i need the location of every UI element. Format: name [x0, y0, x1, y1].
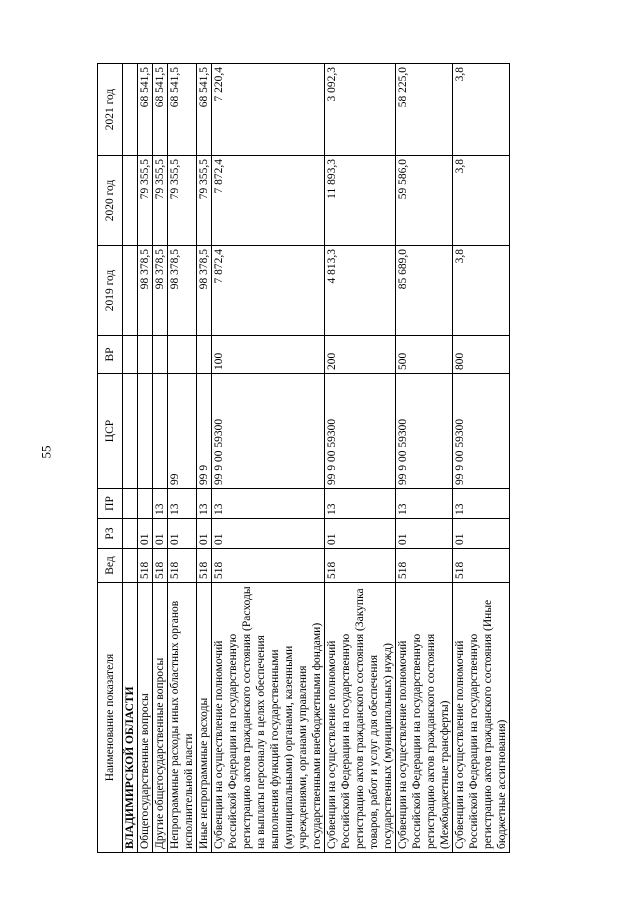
- cell-y2020: 79 355,5: [138, 156, 153, 246]
- cell-y2020: 59 586,0: [396, 156, 453, 246]
- cell-name: Субвенции на осуществление полномочий Российской Федерации на государственную регистрацию актов гражданского состояния (Закупка товаров, работ и услуг для обеспечения государственных (муниципальных) нужд): [325, 583, 396, 853]
- cell-csr: 99 9 00 59300: [325, 374, 396, 489]
- table-row: [212, 64, 325, 853]
- cell-pr: 13: [325, 489, 396, 519]
- cell-csr: 99 9 00 59300: [453, 374, 510, 489]
- cell-ved: 518: [138, 549, 153, 583]
- cell-y2021: 58 225,0: [396, 64, 453, 156]
- cell-pr: 13: [168, 489, 197, 519]
- table-row: [197, 64, 212, 853]
- col-header-2019: 2019 год: [98, 246, 123, 336]
- col-header-csr: ЦСР: [98, 374, 123, 489]
- col-header-rz: РЗ: [98, 519, 123, 549]
- cell-name: Субвенции на осуществление полномочий Российской Федерации на государственную регистрацию актов гражданского состояния (Расходы на выплаты персоналу в целях обеспечения выполнения функций государственными (муниципальными) органами, казенными учреждениями, органами управления государственными внебюджетными фондами): [212, 583, 325, 853]
- cell-ved: 518: [197, 549, 212, 583]
- budget-table: [97, 63, 510, 853]
- cell-y2020: 3,8: [453, 156, 510, 246]
- cell-ved: 518: [453, 549, 510, 583]
- cell-name: Непрограммные расходы иных областных органов исполнительной власти: [168, 583, 197, 853]
- cell-rz: 01: [212, 519, 325, 549]
- cell-ved: 518: [325, 549, 396, 583]
- cell-name: Иные непрограммные расходы: [197, 583, 212, 853]
- cell-y2021: 7 220,4: [212, 64, 325, 156]
- cell-y2019: 7 872,4: [212, 246, 325, 336]
- table-row: [325, 64, 396, 853]
- cell-y2019: 98 378,5: [153, 246, 168, 336]
- cell-name: Другие общегосударственные вопросы: [153, 583, 168, 853]
- page-number: 55: [38, 445, 54, 459]
- cell-vr: [197, 336, 212, 374]
- cell-y2019: 98 378,5: [138, 246, 153, 336]
- cell-pr: 13: [212, 489, 325, 519]
- cell-name: Субвенции на осуществление полномочий Российской Федерации на государственную регистрацию актов гражданского состояния (Иные бюджетные ассигнования): [453, 583, 510, 853]
- cell-y2020: 79 355,5: [197, 156, 212, 246]
- cell-rz: 01: [168, 519, 197, 549]
- cell-csr: 99 9 00 59300: [212, 374, 325, 489]
- cell-csr: 99: [168, 374, 197, 489]
- col-header-ved: Вед: [98, 549, 123, 583]
- cell-vr: 800: [453, 336, 510, 374]
- cell-y2019: 3,8: [453, 246, 510, 336]
- cell-y2019: 4 813,3: [325, 246, 396, 336]
- cell-vr: [138, 336, 153, 374]
- col-header-2020: 2020 год: [98, 156, 123, 246]
- cell-pr: 13: [396, 489, 453, 519]
- cell-vr: [153, 336, 168, 374]
- cell-ved: 518: [396, 549, 453, 583]
- cell-vr: [168, 336, 197, 374]
- cell-y2020: 11 893,3: [325, 156, 396, 246]
- cell-y2020: 7 872,4: [212, 156, 325, 246]
- cell-ved: 518: [212, 549, 325, 583]
- col-header-name: Наименование показателя: [98, 583, 123, 853]
- cell-y2021: 68 541,5: [168, 64, 197, 156]
- cell-vr: 500: [396, 336, 453, 374]
- table-row: [396, 64, 453, 853]
- cell-pr: 13: [453, 489, 510, 519]
- cell-y2021: 68 541,5: [153, 64, 168, 156]
- cell-rz: 01: [396, 519, 453, 549]
- cell-pr: 13: [153, 489, 168, 519]
- header-row: [98, 64, 123, 853]
- cell-rz: 01: [138, 519, 153, 549]
- cell-rz: 01: [197, 519, 212, 549]
- cell-ved: 518: [153, 549, 168, 583]
- cell-y2019: 98 378,5: [197, 246, 212, 336]
- cell-y2019: 85 689,0: [396, 246, 453, 336]
- cell-ved: 518: [168, 549, 197, 583]
- rotated-table-container: [97, 64, 562, 853]
- cell-vr: 200: [325, 336, 396, 374]
- cell-y2021: 3 092,3: [325, 64, 396, 156]
- table-row: [153, 64, 168, 853]
- cell-name: Субвенции на осуществление полномочий Российской Федерации на государственную регистрацию актов гражданского состояния (Межбюджетные трансферты): [396, 583, 453, 853]
- cell-pr: 13: [197, 489, 212, 519]
- cell-y2019: 98 378,5: [168, 246, 197, 336]
- table-row: [453, 64, 510, 853]
- table-row: [138, 64, 153, 853]
- cell-y2021: 3,8: [453, 64, 510, 156]
- cell-y2021: 68 541,5: [197, 64, 212, 156]
- section-title: ВЛАДИМИРСКОЙ ОБЛАСТИ: [123, 583, 138, 853]
- cell-rz: 01: [153, 519, 168, 549]
- col-header-pr: ПР: [98, 489, 123, 519]
- cell-y2020: 79 355,5: [153, 156, 168, 246]
- section-title-row: [123, 64, 138, 853]
- cell-csr: [138, 374, 153, 489]
- cell-y2021: 68 541,5: [138, 64, 153, 156]
- cell-pr: [138, 489, 153, 519]
- cell-y2020: 79 355,5: [168, 156, 197, 246]
- cell-name: Общегосударственные вопросы: [138, 583, 153, 853]
- cell-csr: 99 9 00 59300: [396, 374, 453, 489]
- cell-vr: 100: [212, 336, 325, 374]
- cell-csr: 99 9: [197, 374, 212, 489]
- cell-rz: 01: [325, 519, 396, 549]
- cell-rz: 01: [453, 519, 510, 549]
- table-row: [168, 64, 197, 853]
- col-header-2021: 2021 год: [98, 64, 123, 156]
- col-header-vr: ВР: [98, 336, 123, 374]
- cell-csr: [153, 374, 168, 489]
